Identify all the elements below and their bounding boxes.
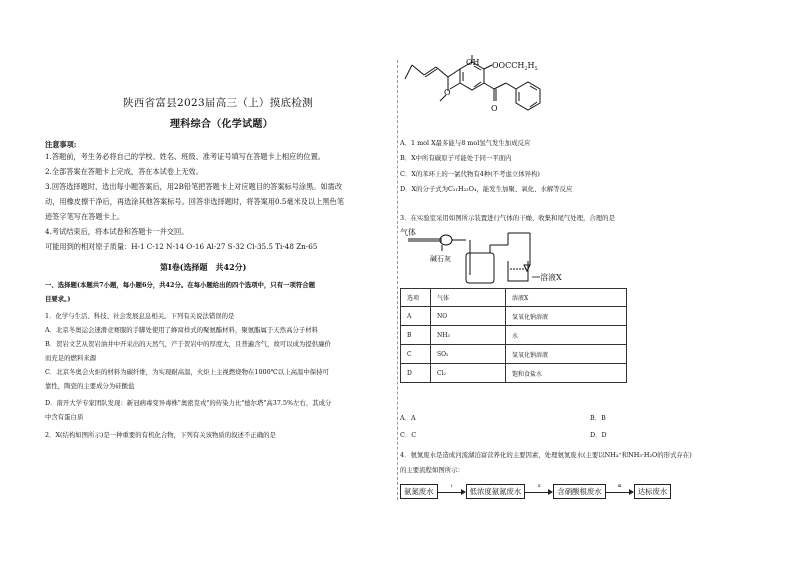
table-header: 溶液X <box>506 289 627 307</box>
column-divider <box>397 60 398 500</box>
table-cell: NO <box>431 307 506 326</box>
q3-stem: 3．在实验室采用如图所示装置进行气体的干燥、收集和尾气处理，合理的是 <box>400 214 615 222</box>
table-cell: 氢氧化钠溶液 <box>506 345 627 364</box>
q1-option: 中含有蛋白质 <box>45 413 84 421</box>
table-cell: A <box>401 307 431 326</box>
oh-label: OH <box>466 58 480 67</box>
notice-line: 动，用橡皮擦干净后，再选涂其他答案标号。回答非选择题时，将答案用0.5毫米及以上黑色笔 <box>45 197 344 206</box>
table-cell: 氢氧化钠溶液 <box>506 307 627 326</box>
q4-stem: 的主要流程如图所示： <box>400 466 464 474</box>
table-header-row <box>401 289 627 307</box>
part1-instruction: 一、选择题(本题共7小题，每小题6分，共42分。在每小题给出的四个选项中，只有一项符合题 <box>45 281 316 289</box>
notice-line: 2.全部答案在答题卡上完成，答在本试卷上无效。 <box>45 167 203 176</box>
q1-option: A．北京冬奥运会速滑竞赛服的手脚处使用了蜂窝样式的聚氨酯材料，聚氨酯属于天然高分子材料 <box>45 326 319 334</box>
q1-option: C．北京冬奥会火炬的材料为碳纤维，为实现耐高温，火炬上主视燃烧物在1000℃以上高温中保持可 <box>45 368 329 376</box>
q4-stem: 4．氨氮废水是造成河流湖泊富营养化的主要因素，处理氨氮废水(主要以NH₄⁺和NH₃·H₂O的形式存在) <box>400 451 692 459</box>
q2-option: D．X的分子式为C₂₁H₂₂O₄，能发生加聚、氧化、水解等反应 <box>400 185 573 193</box>
q3-answer-d: D．D <box>590 431 607 439</box>
flow-step: 含硝酸根废水 <box>553 484 605 499</box>
part1-heading: 第Ⅰ卷(选择题 共42分) <box>160 262 247 272</box>
notice-heading: 注意事项: <box>45 140 77 149</box>
table-cell: SO₂ <box>431 345 506 364</box>
table-cell: 饱和食盐水 <box>506 364 627 383</box>
q3-options-table <box>400 288 627 383</box>
notice-line: 3.回答选择题时，选出每小题答案后，用2B铅笔把答题卡上对应题目的答案标号涂黑。如需改 <box>45 182 343 191</box>
q3-answer-c: C．C <box>400 431 417 439</box>
flow-step: 达标废水 <box>634 484 672 499</box>
table-row <box>401 364 627 383</box>
flow-step: 氨氮废水 <box>400 484 438 499</box>
q2-option: A．1 mol X最多能与8 mol氢气发生加成反应 <box>400 139 531 147</box>
q2-option: B．X中所有碳原子可能处于同一平面内 <box>400 154 512 162</box>
q3-answer-b: B．B <box>590 414 606 422</box>
apparatus-diagram <box>400 225 575 285</box>
methoxy-label: O <box>444 88 451 97</box>
notice-line: 迹签字笔写在答题卡上。 <box>45 212 125 221</box>
flow-arrow: Ⅲ <box>606 487 634 497</box>
table-cell: B <box>401 326 431 345</box>
table-row <box>401 326 627 345</box>
flow-step: 低浓度氨氮废水 <box>466 484 526 499</box>
q1-option: B．贺岩文艺从贺岩油井中开采出的天然气，产于贺岩中的厚度大，且普遍含气，故可以成为提供廉价 <box>45 340 331 348</box>
q1-option: D．南开大学专家团队发现：新冠病毒变异毒株"奥密克戎"的传染力比"德尔塔"高37.5%左右，其成分 <box>45 399 332 407</box>
table-header: 气体 <box>431 289 506 307</box>
table-cell: 水 <box>506 326 627 345</box>
part1-instruction: 目要求。) <box>45 295 71 303</box>
table-cell: Cl₂ <box>431 364 506 383</box>
exam-subtitle: 理科综合（化学试题） <box>170 119 273 130</box>
molecule-structure <box>400 55 600 130</box>
solution-x-label: 溶液X <box>540 273 562 282</box>
table-cell: D <box>401 364 431 383</box>
notice-line: 4.考试结束后，将本试卷和答题卡一并交回。 <box>45 227 189 236</box>
process-flow <box>400 484 671 499</box>
soda-lime-label: 碱石灰 <box>430 255 451 263</box>
q2-option: C．X的苯环上的一氯代物有4种(不考虑立体异构) <box>400 170 540 178</box>
q1-option: 而充足的燃料来源 <box>45 354 97 362</box>
table-cell: C <box>401 345 431 364</box>
q2-stem: 2．X(结构如图所示)是一种重要的有机化合物，下列有关该物质的叙述不正确的是 <box>45 431 276 439</box>
ester-label: $OOCCH_2H_5$ <box>492 61 538 72</box>
gas-label: 气体 <box>400 228 416 237</box>
table-row <box>401 345 627 364</box>
flow-arrow: Ⅱ <box>525 487 553 497</box>
atomic-mass-line: 可能用到的相对原子质量：H-1 C-12 N-14 O-16 Al-27 S-32 Cl-35.5 Ti-48 Zn-65 <box>45 242 318 251</box>
q1-option: 靠性，陶瓷的主要成分为硅酸盐 <box>45 382 135 390</box>
table-row <box>401 307 627 326</box>
carbonyl-label: O <box>491 104 498 113</box>
flow-arrow: Ⅰ <box>438 487 466 497</box>
table-header: 选项 <box>401 289 431 307</box>
table-cell: NH₃ <box>431 326 506 345</box>
exam-title: 陕西省富县2023届高三（上）摸底检测 <box>123 97 313 109</box>
q3-answer-a: A．A <box>400 414 416 422</box>
q1-stem: 1．化学与生活、科技、社会发展息息相关。下列有关说法错误的是 <box>45 312 235 320</box>
notice-line: 1.答题前，考生务必将自己的学校、姓名、班级、准考证号填写在答题卡上相应的位置。 <box>45 152 325 161</box>
